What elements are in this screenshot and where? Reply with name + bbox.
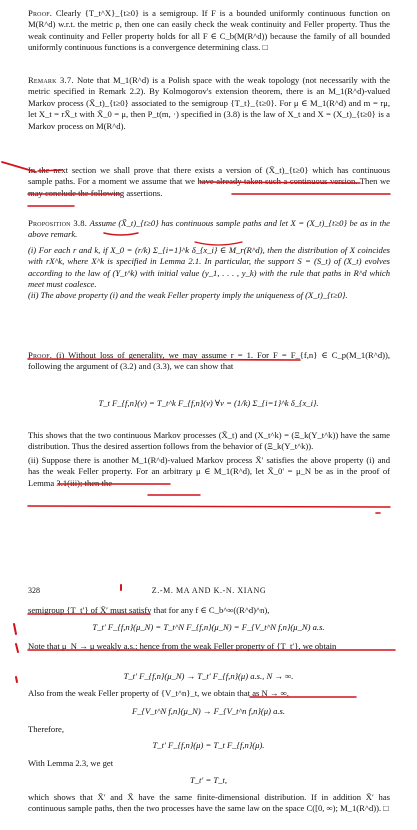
also-line <box>28 688 390 699</box>
proof-text: (i) Without loss of generality, we may assume r = 1. For F = F_{f,n} ∈ C_p(M_1(R^d)), following the argument of (3.2) and (3.3), we can show that <box>28 350 390 372</box>
next-section-text: In the next section we shall prove that there exists a version of (X̄_t)_{t≥0} which has continuous sample paths. For a moment we assume that we have already taken such a continuous version. Then we may conclude the following assertions. <box>28 165 390 198</box>
semigroup-line <box>28 605 390 616</box>
equation-2: T_t′ F_{f,n}(μ_N) → T_t′ F_{f,n}(μ) a.s., N → ∞. <box>123 671 294 681</box>
equation-3: F_{V_t^N f,n}(μ_N) → F_{V_t^n f,n}(μ) a.s. <box>131 706 286 716</box>
equation-5: T_t′ = T_t, <box>189 775 228 785</box>
page-gap <box>0 540 417 578</box>
proof-item-ii: (ii) Suppose there is another M_1(R^d)-valued Markov process X̄′ satisfies the above property (i) and has the weak Feller property. For an arbitrary μ ∈ M_1(R^d), let X̄_0′ = μ_N be as in the proof of Lemma 3.1(iii); then the <box>28 454 390 488</box>
after-equation-text: This shows that the two continuous Markov processes (X̄_t) and (X_t^k) = (Ξ_k(Y_t^k)) have the same distribution. Thus the desired assertion follows from the behavior of (Ξ_k(Y_t^k)). <box>28 430 390 452</box>
proposition-item-i: (i) For each r and k, if X_0 = (r/k) Σ_{i=1}^k δ_{x_i} ∈ M_r(R^d), then the distribution of X coincides with rX^k, where X^k is specified in Lemma 2.1. In particular, the support S = (S_t) of (X_t) evolves according to the law of (Y_t^k) with initial value (y_1, . . . , y_k) with the rule that paths in R^d which meet must coalesce. <box>28 244 390 290</box>
remark-3-7 <box>28 75 390 132</box>
proposition-3-8 <box>28 218 390 302</box>
remark-label: Remark 3.7. <box>28 75 74 85</box>
ink-margin-tick-2 <box>16 644 18 652</box>
proof-after-equation <box>28 430 390 489</box>
proof-continuation <box>28 8 390 54</box>
lemma-line <box>28 758 390 769</box>
equation-1: T_t′ F_{f,n}(μ_N) = T_t^N F_{f,n}(μ_N) = F_{V_t^N f,n}(μ_N) a.s. <box>92 622 325 632</box>
page-number: 328 <box>28 586 40 595</box>
note-text: Note that μ_N → μ weakly a.s.; hence from the weak Feller property of {T_t′}, we obtain <box>28 641 337 651</box>
proof-label: Proof. <box>28 350 53 360</box>
proof-3-8 <box>28 350 390 373</box>
semigroup-text: semigroup {T_t′} of X̄′ must satisfy that for any f ∈ C_b^∞((R^d)^n), <box>28 605 270 615</box>
remark-text: Note that M_1(R^d) is a Polish space with the weak topology (not necessarily with the metric specified in Remark 2.2). By Kolmogorov's extension theorem, there is an M_1(R^d)-valued Markov process (X̄_t)_{t≥0} associated to the semigroup {T_t}_{t≥0}. For μ ∈ M_1(R^d) and m = rμ, let X_t = rX̄_t with X̄_0 = μ, then P_t(m, ·) specified in (3.8) is the law of X_t and X = (X_t)_{t≥0} is a Markov process on M(R^d). <box>28 75 390 131</box>
also-text: Also from the weak Feller property of {V_t^n}_t, we obtain that as N → ∞, <box>28 688 289 698</box>
equation-4: T_t′ F_{f,n}(μ) = T_t F_{f,n}(μ). <box>152 740 265 750</box>
proposition-item-ii: (ii) The above property (i) and the weak Feller property imply the uniqueness of (X_t)_{t≥0}. <box>28 290 348 301</box>
therefore-line <box>28 724 390 735</box>
next-section-paragraph <box>28 165 390 199</box>
proof-label: Proof. <box>28 8 53 18</box>
proof-text: Clearly {T_t^X}_{t≥0} is a semigroup. If F is a bounded uniformly continuous function on M(R^d) w.r.t. the metric ρ, then one can easily check the weak continuity and Feller property. Thus the weak continuity and Feller property holds for all F ∈ C_b(M(R^d)) because the family of all bounded uniformly continuous functions is a convergence determining class. □ <box>28 8 390 53</box>
note-line <box>28 641 390 652</box>
proposition-text: Assume (X̄_t)_{t≥0} has continuous sample paths and let X = (X_t)_{t≥0} be as in the above remark. <box>28 218 391 240</box>
running-head-authors: Z.-M. MA AND K.-N. XIANG <box>151 586 267 595</box>
equation-tt-tkt: T_t F_{f,n}(ν) = T_t^k F_{f,n}(ν) ∀ν = (1/k) Σ_{i=1}^k δ_{x_i}. <box>98 398 319 408</box>
conclusion-text: which shows that X̄′ and X̄ have the same finite-dimensional distribution. If in addition X̄′ has continuous sample paths, then the two processes have the same law on the space C([0, ∞); M_1(R^d)). □ <box>28 792 390 814</box>
proposition-label: Proposition 3.8. <box>28 218 88 228</box>
lemma-text: With Lemma 2.3, we get <box>28 758 114 768</box>
therefore-text: Therefore, <box>28 724 65 734</box>
conclusion-paragraph <box>28 792 390 815</box>
